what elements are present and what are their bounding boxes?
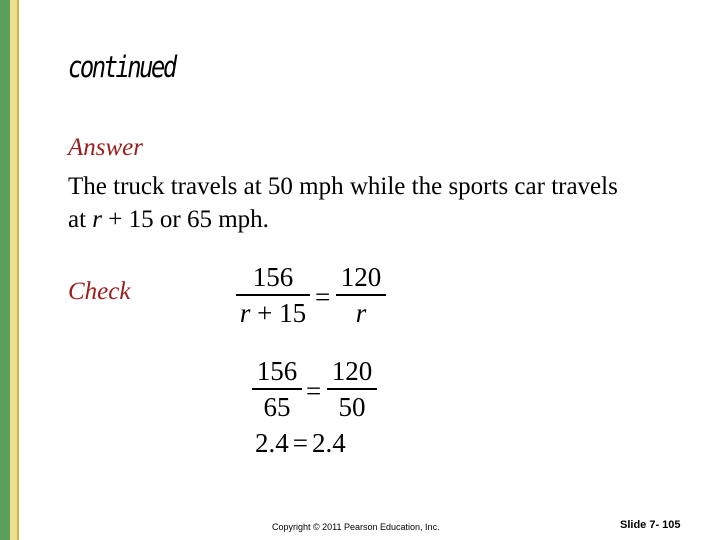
- eq3-right: 2.4: [311, 428, 346, 458]
- eq2-left-fraction: [252, 356, 302, 422]
- eq2-right-numerator: 120: [327, 356, 377, 390]
- eq1-left-fraction: [236, 262, 310, 328]
- answer-text: [68, 170, 708, 236]
- eq1-right-numerator: 120: [336, 262, 386, 296]
- sidebar-yellow-stripe: [10, 0, 17, 540]
- answer-line-2: [68, 203, 708, 236]
- eq1-right-fraction: [336, 262, 386, 328]
- sidebar-green-stripe: [0, 0, 10, 540]
- eq1-left-numerator: 156: [236, 262, 310, 296]
- eq1-right-denominator: [336, 296, 386, 328]
- footer-copyright: Copyright © 2011 Pearson Education, Inc.: [272, 522, 440, 532]
- answer-line-1: The truck travels at 50 mph while the sports car travels: [68, 173, 618, 200]
- eq3-line: [255, 428, 346, 458]
- check-label: Check: [68, 278, 131, 305]
- eq2-right-denominator: 50: [338, 392, 366, 422]
- eq3-left: 2.4: [255, 428, 289, 458]
- eq1-left-den-var: r: [239, 298, 251, 328]
- eq2-left-denominator: 65: [263, 392, 291, 422]
- answer-line-2-end: + 15 or 65 mph.: [102, 206, 269, 233]
- answer-variable-r: r: [92, 206, 103, 233]
- eq1-left-denominator: [236, 296, 310, 328]
- footer-slide-number: Slide 7- 105: [620, 519, 681, 531]
- sidebar-divider-line: [17, 0, 19, 540]
- eq1-left-den-rest: + 15: [250, 298, 307, 328]
- eq2-right-fraction: [327, 356, 377, 422]
- eq3-equals-sign: =: [292, 428, 308, 458]
- eq2-equals-sign: =: [306, 376, 322, 406]
- slide-title: continued: [68, 50, 175, 84]
- answer-line-2-start: at: [68, 206, 93, 233]
- eq2-left-numerator: 156: [252, 356, 302, 390]
- eq1-equals-sign: =: [315, 282, 331, 312]
- eq1-right-den-var: r: [355, 298, 367, 328]
- answer-label: Answer: [68, 134, 143, 161]
